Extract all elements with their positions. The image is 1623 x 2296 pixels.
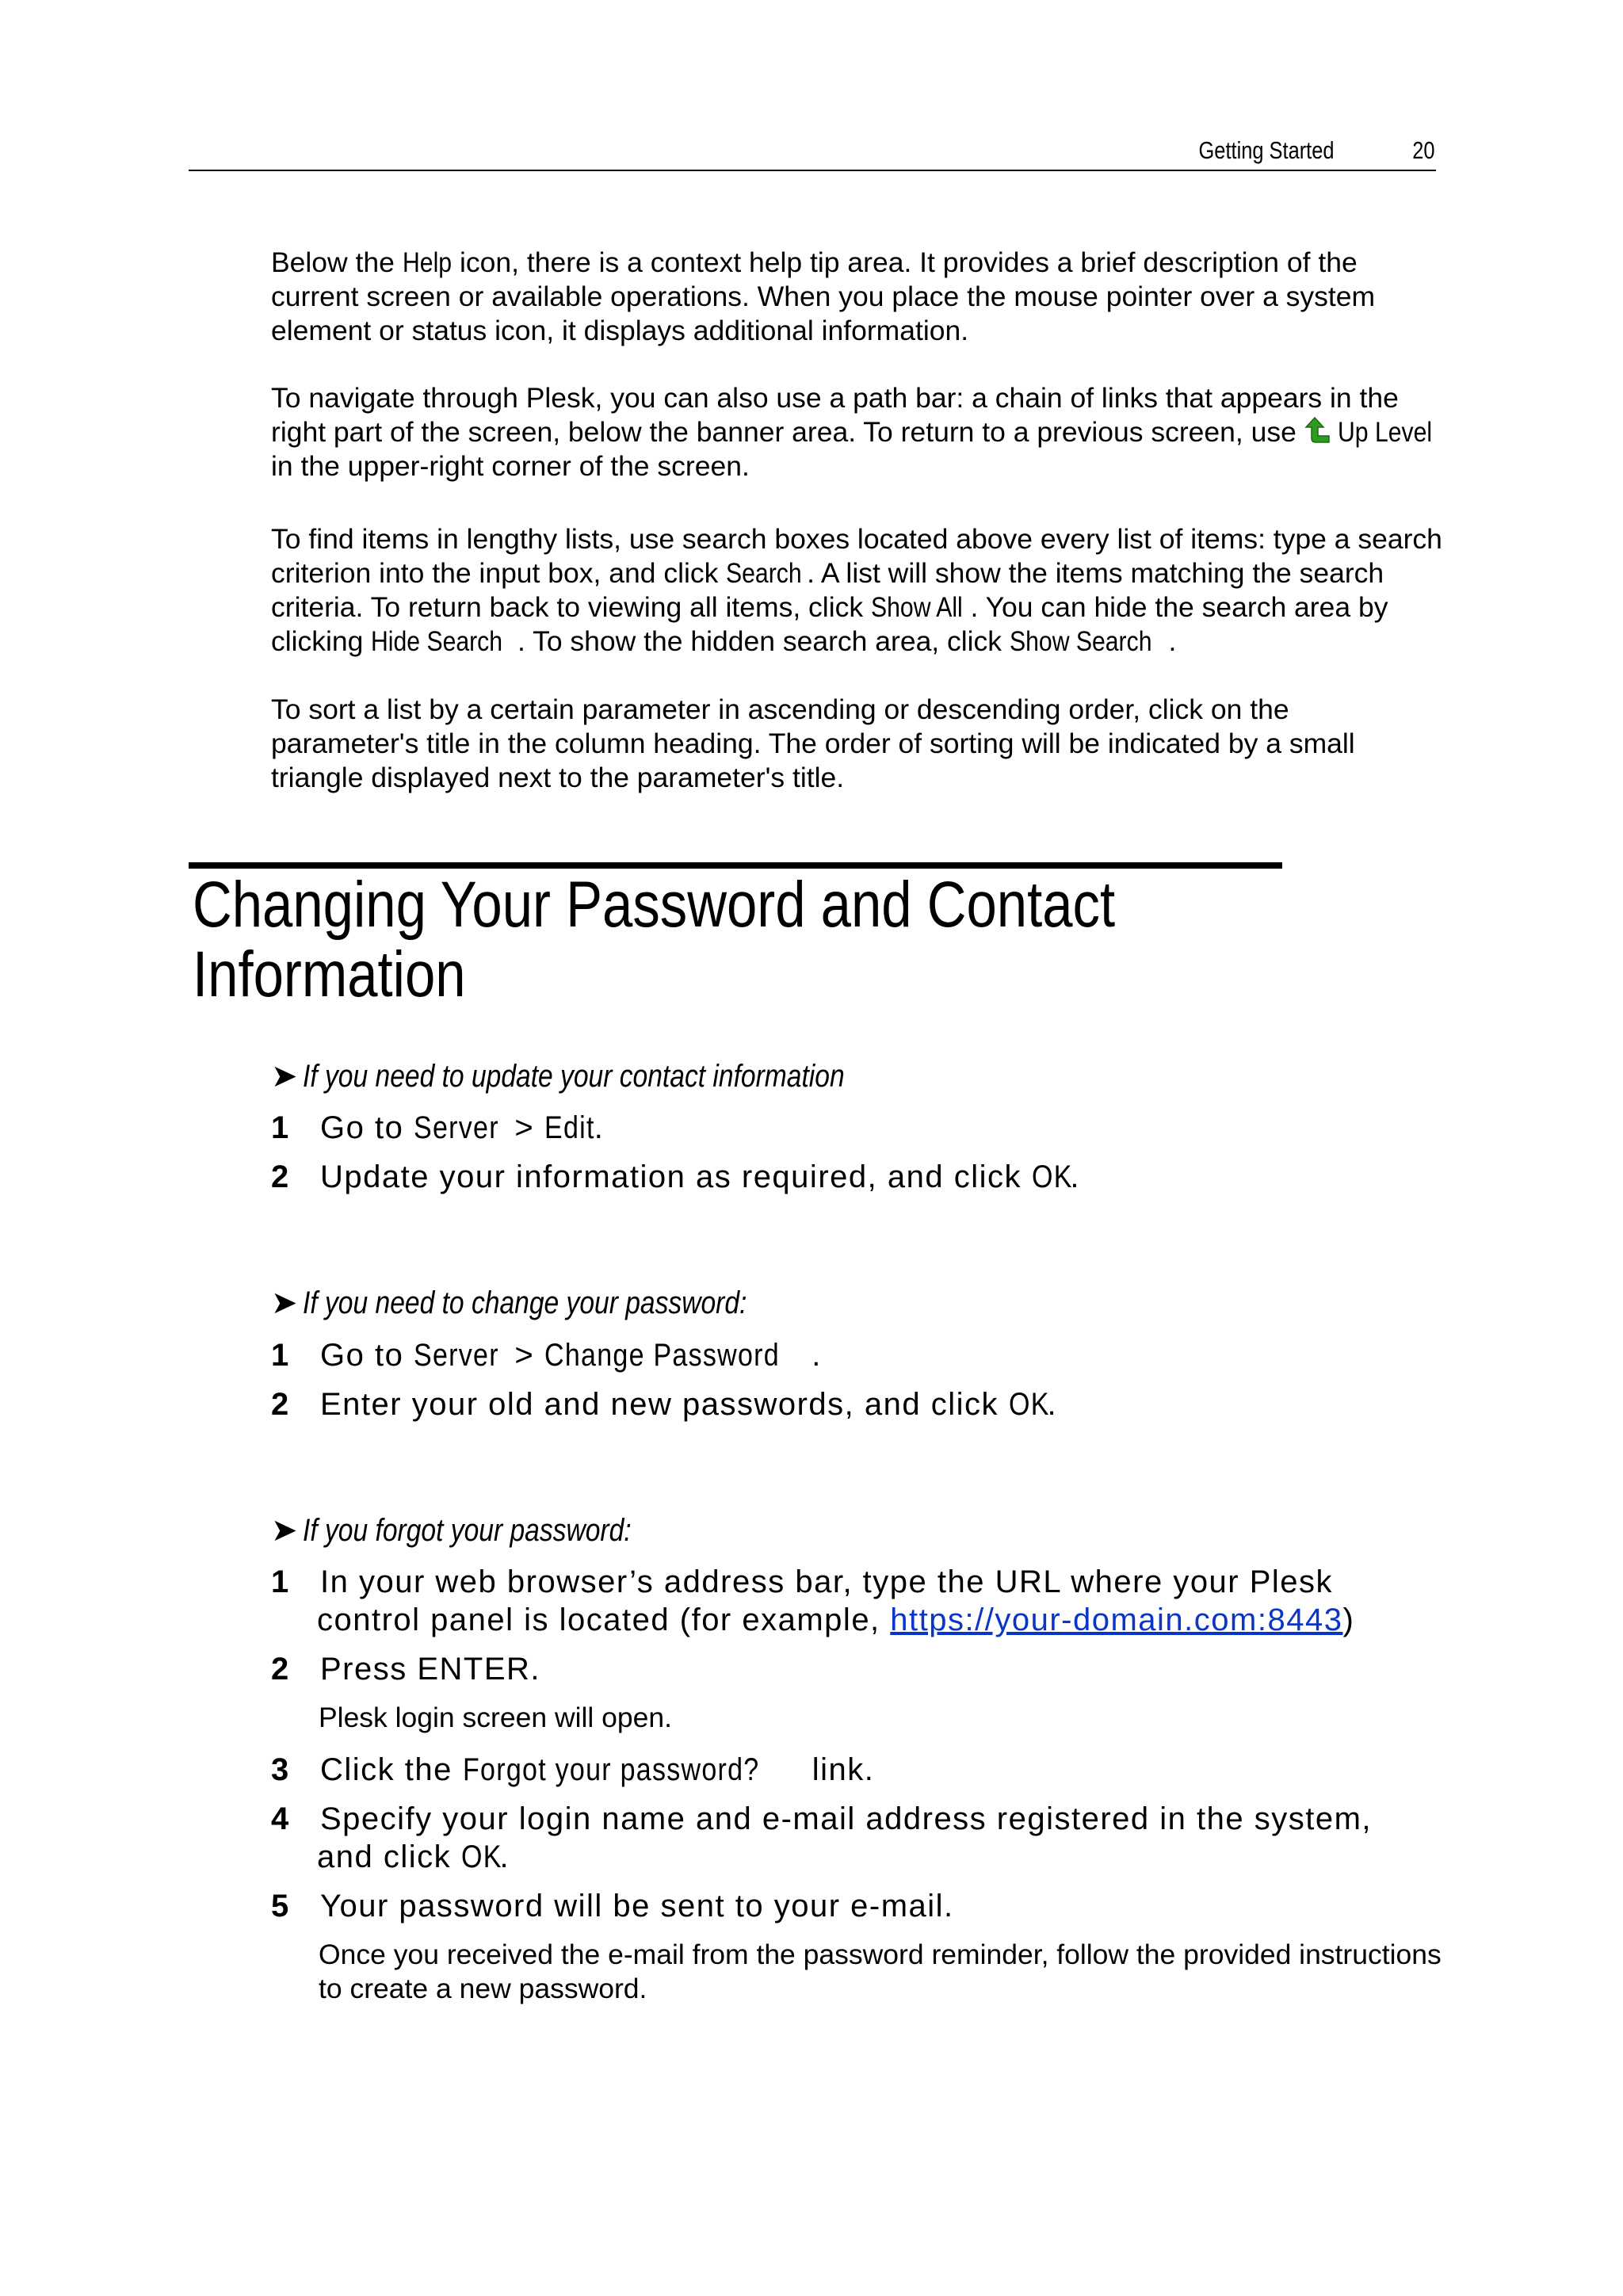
step-number: 3 — [271, 1752, 289, 1787]
step-separator: > — [504, 1110, 544, 1145]
step-text-line1: In your web browser’s address bar, type the URL where your Plesk — [320, 1564, 1334, 1599]
step-text: Press ENTER. — [320, 1652, 541, 1687]
step-number: 4 — [271, 1801, 289, 1836]
step-forgot-5-note: Once you received the e-mail from the password reminder, follow the provided instructions to create a new password. — [319, 1939, 1442, 2004]
step-forgot-5 — [271, 1887, 1444, 1925]
p1-text-b: icon, there is a context help tip area. It provides a brief description of the current screen or available operations. When you place the mouse pointer over a system element or status icon, it displays additional information. — [271, 246, 1376, 346]
section-title — [193, 870, 1191, 1010]
step-text: Update your information as required, and click — [320, 1159, 1032, 1194]
p1-text-a: Below the — [271, 246, 403, 278]
show-search-term: Show Search — [1009, 625, 1152, 657]
step-forgot-2-note: Plesk login screen will open. — [319, 1702, 672, 1733]
step-number: 1 — [271, 1338, 289, 1373]
show-all-term: Show All — [870, 591, 963, 623]
arrowhead-bullet-icon: ➤ — [271, 1513, 298, 1548]
step-number: 2 — [271, 1652, 289, 1687]
step-number: 1 — [271, 1110, 289, 1145]
up-level-arrow-icon — [1304, 416, 1331, 445]
procedure-heading-contact — [271, 1057, 948, 1095]
paragraph-path-bar — [271, 381, 1444, 483]
paragraph-help-tip — [271, 246, 1444, 348]
paragraph-search — [271, 522, 1444, 659]
step-change-password-1 — [271, 1336, 1444, 1374]
step-forgot-1 — [271, 1563, 1444, 1639]
ok-term: OK — [1008, 1387, 1050, 1422]
procedure-heading-text: If you need to change your password: — [303, 1286, 747, 1320]
p3-text-c: . You can hide the search area by clicking — [271, 591, 1388, 657]
procedure-heading-text: If you need to update your contact information — [303, 1059, 845, 1094]
arrowhead-bullet-icon: ➤ — [271, 1286, 298, 1320]
step-text-end: link. — [802, 1752, 875, 1787]
search-term: Search — [726, 557, 802, 589]
step-text-line1: Specify your login name and e-mail address registered in the system, — [320, 1801, 1373, 1836]
edit-term: Edit — [544, 1110, 595, 1145]
p3-text-e: . — [1168, 625, 1177, 657]
step-end: . — [812, 1338, 822, 1373]
forgot-password-term: Forgot your password? — [462, 1752, 760, 1787]
p3-text-a: To find items in lengthy lists, use search boxes located above every list of items: type a search criterion into the input box, and click — [271, 523, 1442, 589]
change-password-term: Change Password — [544, 1338, 780, 1373]
step-end: . — [594, 1110, 605, 1145]
step-contact-2 — [271, 1158, 1444, 1196]
header-section-title: Getting Started — [1199, 136, 1335, 164]
procedure-heading-change-password — [271, 1284, 831, 1322]
step-text: Go to — [320, 1110, 414, 1145]
step-number: 2 — [271, 1387, 289, 1422]
p2-text-b: in the upper-right corner of the screen. — [271, 450, 750, 482]
paragraph-sort: To sort a list by a certain parameter in ascending or descending order, click on the parameter's title in the column heading. The order of sorting will be indicated by a small triangle displayed next to the parameter's title. — [271, 693, 1355, 793]
step-contact-1 — [271, 1109, 1444, 1147]
server-term: Server — [413, 1338, 499, 1373]
page-header — [189, 130, 1436, 171]
step-number: 2 — [271, 1159, 289, 1194]
procedure-heading-text: If you forgot your password: — [303, 1513, 632, 1548]
step-end: . — [1047, 1387, 1058, 1422]
step-text: Click the — [320, 1752, 463, 1787]
step-change-password-2 — [271, 1385, 1444, 1423]
p3-text-b: . A list will show the items matching the search criteria. To return back to viewing all items, click — [271, 557, 1384, 623]
step-forgot-4 — [271, 1800, 1444, 1876]
ok-term: OK — [460, 1839, 502, 1874]
step-text: Go to — [320, 1338, 414, 1373]
step-number: 1 — [271, 1564, 289, 1599]
step-forgot-2 — [271, 1650, 1444, 1688]
step-separator: > — [504, 1338, 544, 1373]
arrowhead-bullet-icon: ➤ — [271, 1059, 298, 1094]
ok-term: OK — [1031, 1159, 1073, 1194]
hide-search-term: Hide Search — [371, 625, 503, 657]
server-term: Server — [413, 1110, 499, 1145]
step-forgot-3 — [271, 1751, 1444, 1789]
section-rule — [189, 862, 1282, 869]
step-text-line2: control panel is located (for example, — [317, 1603, 891, 1637]
step-end: . — [1070, 1159, 1081, 1194]
step-text: Your password will be sent to your e-mail. — [320, 1889, 954, 1924]
section-title-line2: Information — [193, 938, 466, 1010]
section-title-line1: Changing Your Password and Contact — [193, 869, 1116, 941]
step-text-line2: and click — [317, 1839, 461, 1874]
procedure-heading-forgot-password — [271, 1511, 694, 1549]
step-text-line2-end: . — [499, 1839, 510, 1874]
step-text: Enter your old and new passwords, and click — [320, 1387, 1009, 1422]
step-number: 5 — [271, 1889, 289, 1924]
page-number: 20 — [1411, 136, 1434, 164]
help-term: Help — [402, 246, 452, 278]
p3-text-d: . To show the hidden search area, click — [517, 625, 1010, 657]
p2-text-a: To navigate through Plesk, you can also use a path bar: a chain of links that appears in the right part of the screen, below the banner area. To return to a previous screen, use — [271, 382, 1399, 448]
example-url-link[interactable]: https://your-domain.com:8443 — [890, 1603, 1343, 1637]
up-level-term: Up Level — [1337, 416, 1432, 448]
step-text-line2-end: ) — [1342, 1603, 1355, 1637]
